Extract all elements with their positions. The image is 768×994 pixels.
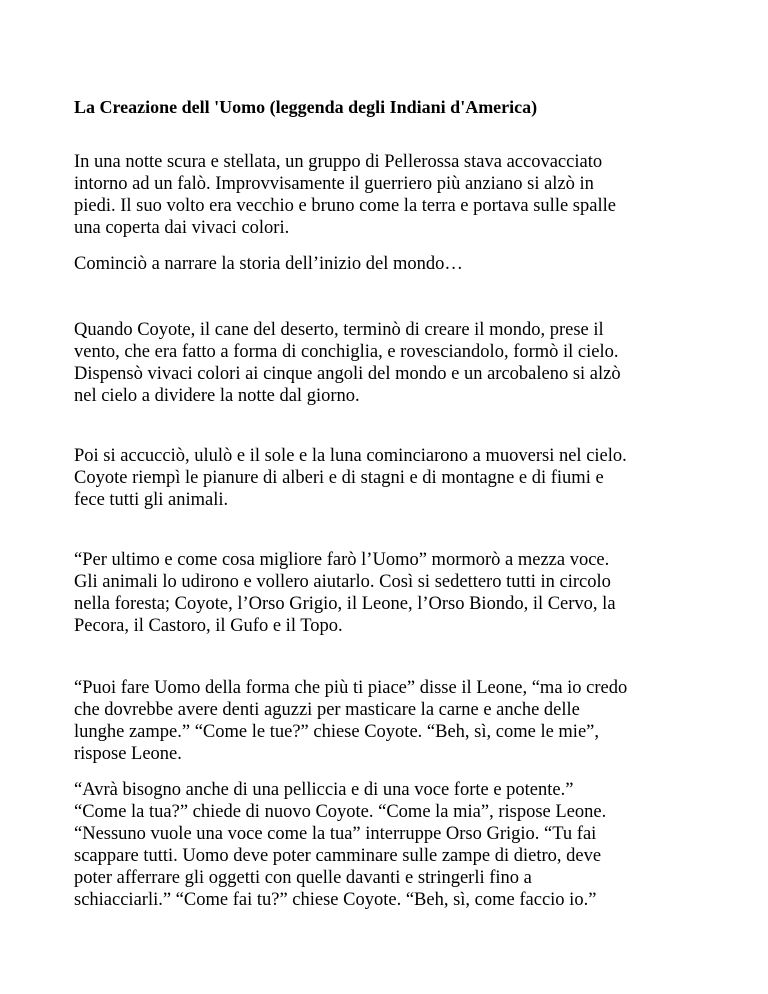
text-line: Dispensò vivaci colori ai cinque angoli del mondo e un arcobaleno si alzò: [74, 364, 621, 384]
paragraph-2: [74, 253, 734, 275]
text-line: Pecora, il Castoro, il Gufo e il Topo.: [74, 616, 343, 636]
paragraph-5: [74, 549, 734, 637]
text-line: Coyote riempì le pianure di alberi e di stagni e di montagne e di fiumi e: [74, 468, 604, 488]
paragraph-1: [74, 151, 734, 239]
paragraph-7: [74, 779, 734, 911]
text-line: che dovrebbe avere denti aguzzi per masticare la carne e anche delle: [74, 700, 580, 720]
text-line: fece tutti gli animali.: [74, 490, 229, 510]
paragraph-4: [74, 445, 734, 511]
text-line: rispose Leone.: [74, 744, 182, 764]
text-line: “Nessuno vuole una voce come la tua” interruppe Orso Grigio. “Tu fai: [74, 824, 597, 844]
text-line: lunghe zampe.” “Come le tue?” chiese Coyote. “Beh, sì, come le mie”,: [74, 722, 599, 742]
paragraph-6: [74, 677, 734, 765]
text-line: “Puoi fare Uomo della forma che più ti piace” disse il Leone, “ma io credo: [74, 678, 628, 698]
text-line: “Come la tua?” chiede di nuovo Coyote. “Come la mia”, rispose Leone.: [74, 802, 607, 822]
text-line: “Per ultimo e come cosa migliore farò l’Uomo” mormorò a mezza voce.: [74, 550, 610, 570]
text-line: vento, che era fatto a forma di conchiglia, e rovesciandolo, formò il cielo.: [74, 342, 619, 362]
text-line: nel cielo a dividere la notte dal giorno.: [74, 386, 360, 406]
text-line: scappare tutti. Uomo deve poter camminare sulle zampe di dietro, deve: [74, 846, 602, 866]
text-line: In una notte scura e stellata, un gruppo di Pellerossa stava accovacciato: [74, 152, 603, 172]
text-line: Gli animali lo udirono e vollero aiutarlo. Così si sedettero tutti in circolo: [74, 572, 611, 592]
text-line: nella foresta; Coyote, l’Orso Grigio, il Leone, l’Orso Biondo, il Cervo, la: [74, 594, 616, 614]
text-line: intorno ad un falò. Improvvisamente il guerriero più anziano si alzò in: [74, 174, 594, 194]
text-line: Cominciò a narrare la storia dell’inizio del mondo…: [74, 254, 463, 274]
text-line: poter afferrare gli oggetti con quelle davanti e stringerli fino a: [74, 868, 532, 888]
text-line: una coperta dai vivaci colori.: [74, 218, 290, 238]
text-line: schiacciarli.” “Come fai tu?” chiese Coyote. “Beh, sì, come faccio io.”: [74, 890, 597, 910]
text-line: piedi. Il suo volto era vecchio e bruno come la terra e portava sulle spalle: [74, 196, 616, 216]
text-line: Quando Coyote, il cane del deserto, terminò di creare il mondo, prese il: [74, 320, 604, 340]
document-title: La Creazione dell 'Uomo (leggenda degli Indiani d'America): [74, 97, 538, 117]
text-line: Poi si accucciò, ululò e il sole e la luna cominciarono a muoversi nel cielo.: [74, 446, 627, 466]
paragraph-3: [74, 319, 734, 407]
text-line: “Avrà bisogno anche di una pelliccia e di una voce forte e potente.”: [74, 780, 574, 800]
